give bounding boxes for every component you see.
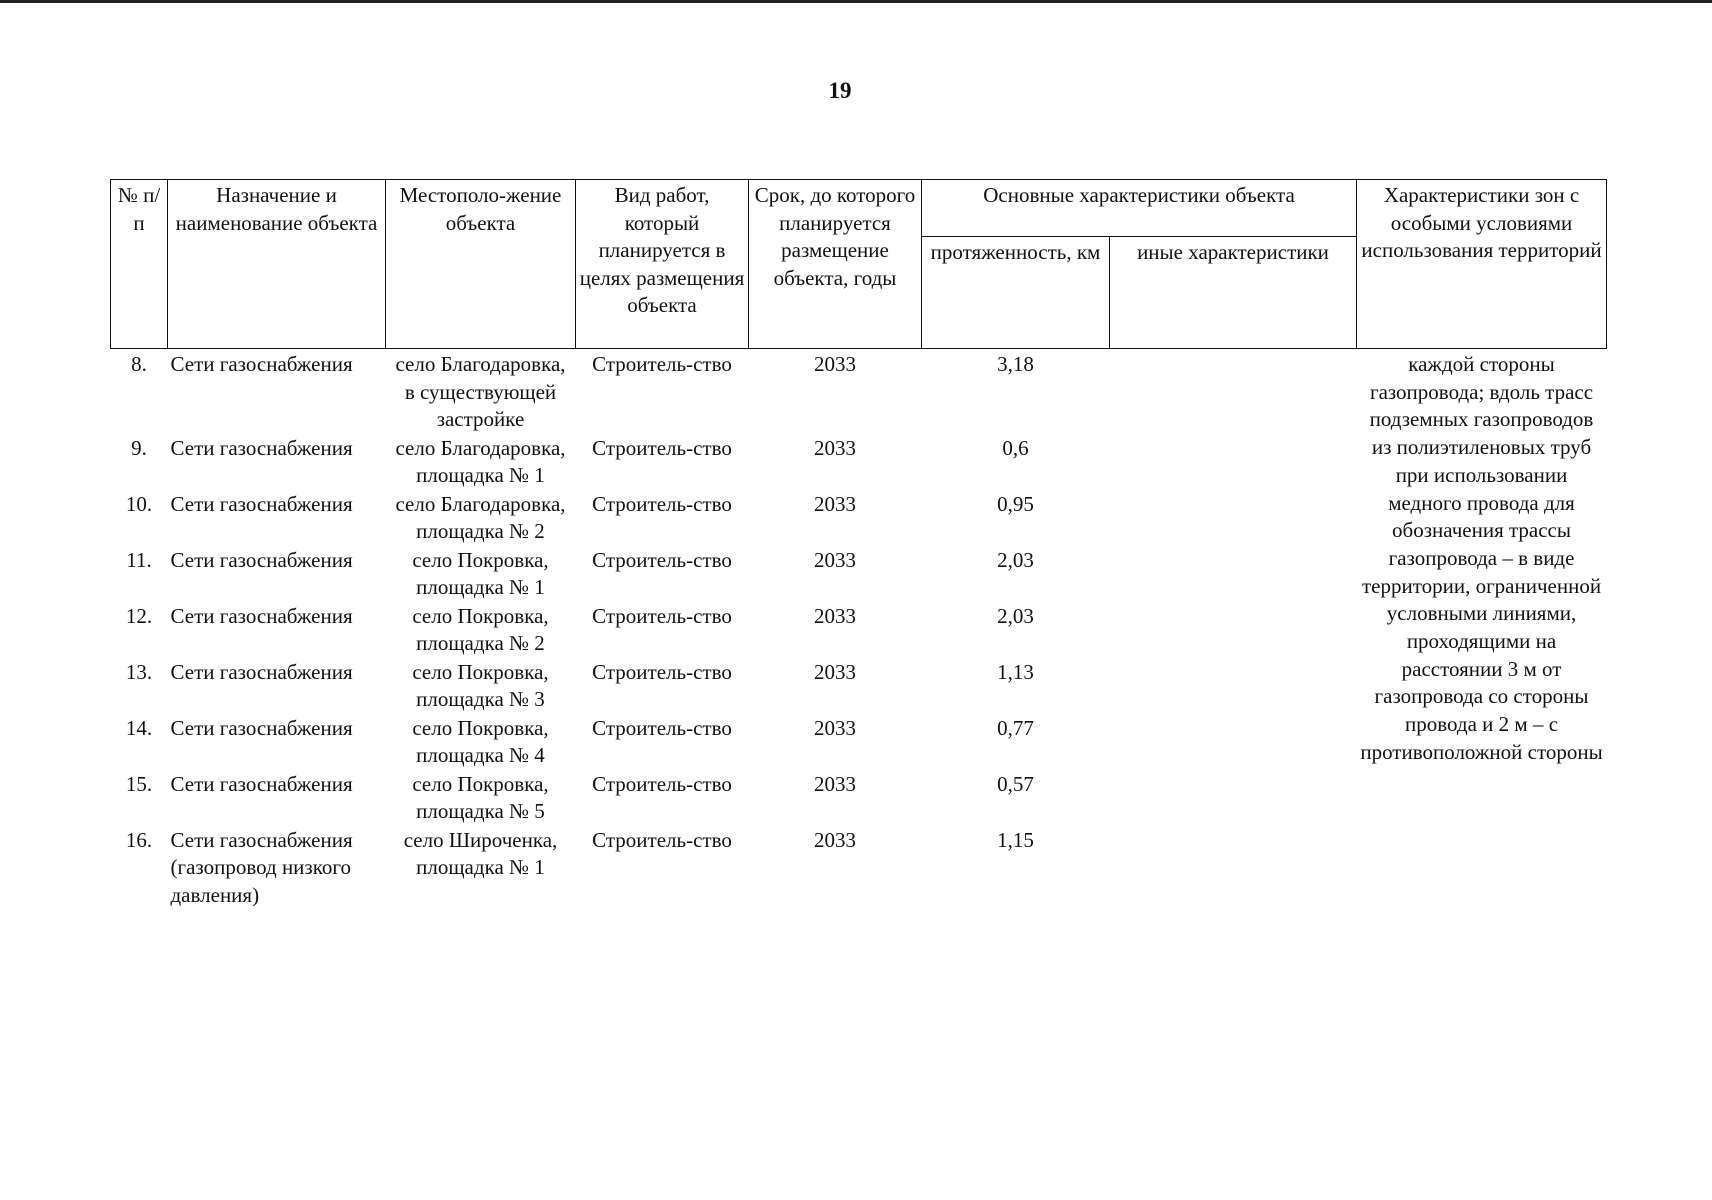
cell-length: 1,13 [997, 659, 1034, 684]
table-row [111, 349, 1607, 435]
cell-year: 2033 [814, 435, 856, 460]
cell-num: 10. [125, 491, 153, 516]
header-other: иные характеристики [1110, 237, 1357, 349]
cell-work: Строитель-ство [592, 491, 732, 516]
cell-location: село Благодаровка, площадка № 2 [395, 491, 566, 543]
document-sheet [110, 179, 1606, 910]
cell-location: село Покровка, площадка № 2 [412, 603, 549, 655]
cell-year: 2033 [814, 771, 856, 796]
cell-name: Сети газоснабжения [170, 435, 353, 460]
cell-num: 15. [125, 771, 153, 796]
cell-other [1110, 349, 1357, 435]
cell-length: 0,57 [997, 771, 1034, 796]
header-zones: Характеристики зон с особыми условиями использования территорий [1357, 180, 1607, 349]
header-main-characteristics: Основные характеристики объекта [922, 180, 1357, 237]
cell-work: Строитель-ство [592, 827, 732, 852]
cell-name: Сети газоснабжения [170, 659, 353, 684]
cell-name: Сети газоснабжения [170, 771, 353, 796]
table-header [111, 180, 1607, 349]
cell-other [1110, 659, 1357, 715]
cell-location: село Благодаровка, в существующей застройке [395, 352, 566, 431]
cell-work: Строитель-ство [592, 352, 732, 376]
cell-num: 11. [126, 547, 152, 572]
cell-year: 2033 [814, 659, 856, 684]
cell-length: 2,03 [997, 603, 1034, 628]
cell-year: 2033 [814, 491, 856, 516]
cell-length: 1,15 [997, 827, 1034, 852]
cell-location: село Покровка, площадка № 5 [412, 771, 549, 823]
cell-year: 2033 [814, 827, 856, 852]
cell-other [1110, 603, 1357, 659]
header-length: протяженность, км [922, 237, 1110, 349]
cell-work: Строитель-ство [592, 771, 732, 796]
cell-year: 2033 [814, 547, 856, 572]
cell-num: 12. [125, 603, 153, 628]
cell-length: 0,95 [997, 491, 1034, 516]
header-location: Местополо-жение объекта [386, 180, 576, 349]
cell-name: Сети газоснабжения [170, 352, 353, 376]
cell-other [1110, 715, 1357, 771]
cell-location: село Покровка, площадка № 4 [412, 715, 549, 767]
cell-location: село Благодаровка, площадка № 1 [395, 435, 566, 487]
cell-num: 9. [131, 435, 147, 460]
table-body [111, 349, 1607, 911]
cell-num: 14. [125, 715, 153, 740]
cell-num: 16. [125, 827, 153, 852]
cell-other [1110, 491, 1357, 547]
cell-num: 8. [131, 352, 147, 376]
cell-num: 13. [125, 659, 153, 684]
page-number: 19 [828, 78, 852, 103]
cell-length: 2,03 [997, 547, 1034, 572]
cell-work: Строитель-ство [592, 659, 732, 684]
cell-other [1110, 771, 1357, 827]
header-name: Назначение и наименование объекта [168, 180, 386, 349]
cell-location: село Широченка, площадка № 1 [403, 827, 558, 879]
cell-location: село Покровка, площадка № 1 [412, 547, 549, 599]
cell-other [1110, 547, 1357, 603]
cell-location: село Покровка, площадка № 3 [412, 659, 549, 711]
cell-other [1110, 827, 1357, 911]
planned-objects-table [110, 179, 1607, 910]
cell-name: Сети газоснабжения [170, 547, 353, 572]
header-num: № п/п [111, 180, 168, 349]
cell-year: 2033 [814, 352, 856, 376]
cell-name: Сети газоснабжения (газопровод низкого давления) [170, 827, 353, 907]
cell-work: Строитель-ство [592, 715, 732, 740]
header-deadline: Срок, до которого планируется размещение объекта, годы [749, 180, 922, 349]
cell-zone-characteristics: каждой стороны газопровода; вдоль трасс подземных газопроводов из полиэтиленовых труб при использовании медного провода для обозначения трассы газопровода – в виде территории, ограниченной условными линиями, проходящими на расстоянии 3 м от газопровода со стороны провода и 2 м – с противоположной стороны [1360, 352, 1603, 764]
cell-name: Сети газоснабжения [170, 715, 353, 740]
cell-name: Сети газоснабжения [170, 491, 353, 516]
cell-year: 2033 [814, 715, 856, 740]
cell-year: 2033 [814, 603, 856, 628]
cell-length: 0,77 [997, 715, 1034, 740]
cell-length: 3,18 [997, 352, 1034, 376]
cell-work: Строитель-ство [592, 603, 732, 628]
cell-work: Строитель-ство [592, 435, 732, 460]
header-work: Вид работ, который планируется в целях размещения объекта [576, 180, 749, 349]
page-top-border [0, 0, 1712, 3]
cell-name: Сети газоснабжения [170, 603, 353, 628]
cell-length: 0,6 [1002, 435, 1029, 460]
cell-work: Строитель-ство [592, 547, 732, 572]
cell-other [1110, 435, 1357, 491]
